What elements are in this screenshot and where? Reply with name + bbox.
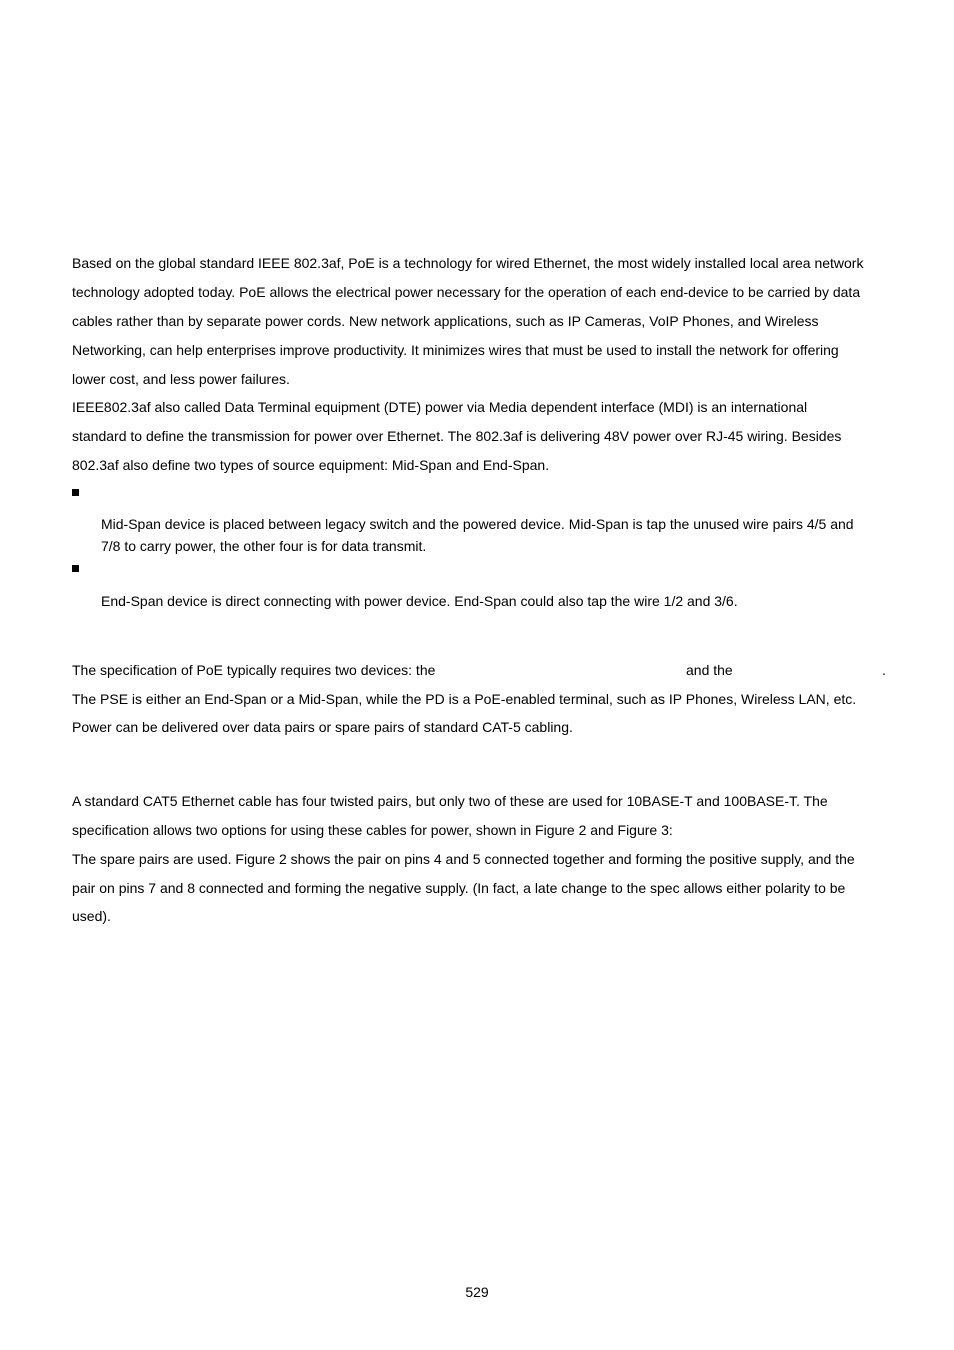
text-line: specification allows two options for using these cables for power, shown in Figure 2 and Figure 3: [72, 822, 673, 838]
text-line: End-Span device is direct connecting with power device. End-Span could also tap the wire 1/2 and 3/6. [101, 593, 738, 609]
text-line: The PSE is either an End-Span or a Mid-Span, while the PD is a PoE-enabled terminal, such as IP Phones, Wireless LAN, etc. [72, 691, 857, 707]
page-number: 529 [465, 1284, 489, 1300]
text-line: IEEE802.3af also called Data Terminal equipment (DTE) power via Media dependent interface (MDI) is an international [72, 399, 808, 415]
square-bullet-icon [72, 565, 79, 572]
text-line: 7/8 to carry power, the other four is for data transmit. [101, 538, 427, 554]
text-fragment: and the [686, 662, 733, 678]
square-bullet-icon [72, 489, 79, 496]
text-line: standard to define the transmission for power over Ethernet. The 802.3af is delivering 48V power over RJ-45 wiring. Besides [72, 428, 842, 444]
text-line: Based on the global standard IEEE 802.3af, PoE is a technology for wired Ethernet, the most widely installed local area network [72, 255, 864, 271]
text-line: Networking, can help enterprises improve productivity. It minimizes wires that must be used to install the network for offering [72, 342, 839, 358]
text-line: cables rather than by separate power cords. New network applications, such as IP Cameras, VoIP Phones, and Wireless [72, 313, 819, 329]
text-line: The spare pairs are used. Figure 2 shows the pair on pins 4 and 5 connected together and forming the positive supply, and the [72, 851, 855, 867]
text-line: pair on pins 7 and 8 connected and forming the negative supply. (In fact, a late change to the spec allows either polarity to be [72, 880, 846, 896]
text-line: technology adopted today. PoE allows the electrical power necessary for the operation of each end-device to be carried by data [72, 284, 861, 300]
text-fragment: The specification of PoE typically requires two devices: the [72, 662, 436, 678]
text-line: Mid-Span device is placed between legacy switch and the powered device. Mid-Span is tap the unused wire pairs 4/5 and [101, 516, 854, 532]
text-line: Power can be delivered over data pairs or spare pairs of standard CAT-5 cabling. [72, 719, 573, 735]
text-line: 802.3af also define two types of source equipment: Mid-Span and End-Span. [72, 457, 550, 473]
text-line: used). [72, 908, 111, 924]
text-line: lower cost, and less power failures. [72, 371, 290, 387]
text-fragment: . [882, 662, 886, 678]
text-line: A standard CAT5 Ethernet cable has four twisted pairs, but only two of these are used for 10BASE-T and 100BASE-T. The [72, 793, 828, 809]
